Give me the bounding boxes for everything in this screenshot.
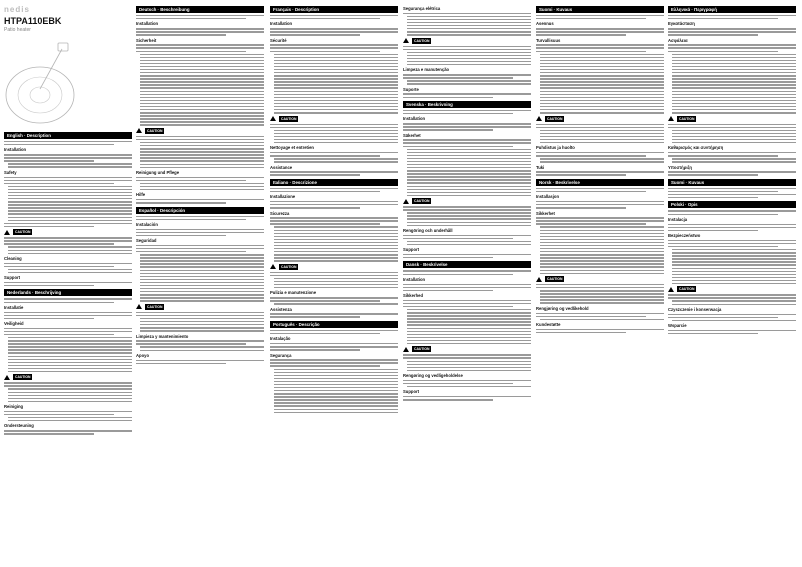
column-3: Français · Description Installation Sécurité CAUTION Nettoyage et entretien Assistance Italiano · Descrizione Installazione Sicurezza CAUTION Pulizia e manutenzione Assistenza Português · Descrição Instalação Segurança <box>270 6 398 415</box>
brand-logo: nedis <box>4 5 30 14</box>
section-english: English · Description <box>4 132 132 139</box>
section-dansk: Dansk · Beskrivelse <box>403 261 531 268</box>
section-francais: Français · Description <box>270 6 398 13</box>
section-ellinika: Ελληνικά · Περιγραφή <box>668 6 796 13</box>
warning-triangle-icon <box>136 128 142 133</box>
product-type: Patio heater <box>4 27 31 33</box>
warning-triangle-icon <box>136 304 142 309</box>
caution-badge: CAUTION <box>547 277 563 282</box>
caution-badge: CAUTION <box>281 264 297 269</box>
section-suomi-bottom: Suomi · Kuvaus <box>668 179 796 186</box>
warning-triangle-icon <box>403 38 409 43</box>
section-norsk: Norsk · Beskrivelse <box>536 179 664 186</box>
column-6: Ελληνικά · Περιγραφή Εγκατάσταση Ασφάλεια CAUTION Καθαρισμός και συντήρηση Υποστήριξη Suomi · Kuvaus Polski · Opis Instalacja Bezpieczeństwo CAUTION Czyszczenie i konserwacja Wsparcie <box>668 6 796 336</box>
warning-triangle-icon <box>536 277 542 282</box>
section-nederlands: Nederlands · Beschrijving <box>4 289 132 296</box>
column-5: Suomi · Kuvaus Asennus Turvallisuus CAUTION Puhdistus ja huolto Tuki Norsk · Beskrivelse Installasjon Sikkerhet CAUTION Rengjøring og vedlikehold Kundestøtte <box>536 6 664 335</box>
caution-badge: CAUTION <box>414 38 430 43</box>
column-1: nedis HTPA110EBK Patio heater English · Description Installation Safety CAUTION Cleaning Support Nederlands · Beschrijving Installatie Veiligheid CAUTION Reiniging Ondersteuning <box>4 0 132 436</box>
warning-triangle-icon <box>403 347 409 352</box>
patio-heater-illustration-icon <box>4 37 132 129</box>
column-2: Deutsch · Beschreibung Installation Sicherheit CAUTION Reinigung und Pflege Hilfe Español · Descripción Instalación Seguridad CAUTION Limpieza y mantenimiento Apoyo <box>136 6 264 366</box>
warning-triangle-icon <box>270 116 276 121</box>
warning-triangle-icon <box>536 116 542 121</box>
warning-triangle-icon <box>4 375 10 380</box>
section-espanol: Español · Descripción <box>136 207 264 214</box>
section-portugues: Português · Descrição <box>270 321 398 328</box>
caution-badge: CAUTION <box>679 116 695 121</box>
product-illustration <box>4 37 132 129</box>
caution-badge: CAUTION <box>147 304 163 309</box>
caution-badge: CAUTION <box>679 287 695 292</box>
section-polski: Polski · Opis <box>668 201 796 208</box>
warning-triangle-icon <box>668 116 674 121</box>
caution-badge: CAUTION <box>414 347 430 352</box>
section-suomi-top: Suomi · Kuvaus <box>536 6 664 13</box>
warning-triangle-icon <box>668 287 674 292</box>
caution-badge: CAUTION <box>15 230 31 235</box>
warning-triangle-icon <box>270 264 276 269</box>
column-4: Segurança elétrica CAUTION Limpeza e manutenção Suporte Svenska · Beskrivning Installation Säkerhet CAUTION Rengöring och underhåll Support Dansk · Beskrivelse Installation Sikkerhed CAUTION Rengøring og vedligeholdelse Support <box>403 6 531 402</box>
warning-triangle-icon <box>4 230 10 235</box>
caution-badge: CAUTION <box>281 116 297 121</box>
warning-triangle-icon <box>403 199 409 204</box>
caution-badge: CAUTION <box>414 199 430 204</box>
caution-badge: CAUTION <box>547 116 563 121</box>
section-deutsch: Deutsch · Beschreibung <box>136 6 264 13</box>
model-number: HTPA110EBK <box>4 16 62 26</box>
caution-badge: CAUTION <box>15 375 31 380</box>
section-svenska: Svenska · Beskrivning <box>403 101 531 108</box>
caution-badge: CAUTION <box>147 128 163 133</box>
section-italiano: Italiano · Descrizione <box>270 179 398 186</box>
